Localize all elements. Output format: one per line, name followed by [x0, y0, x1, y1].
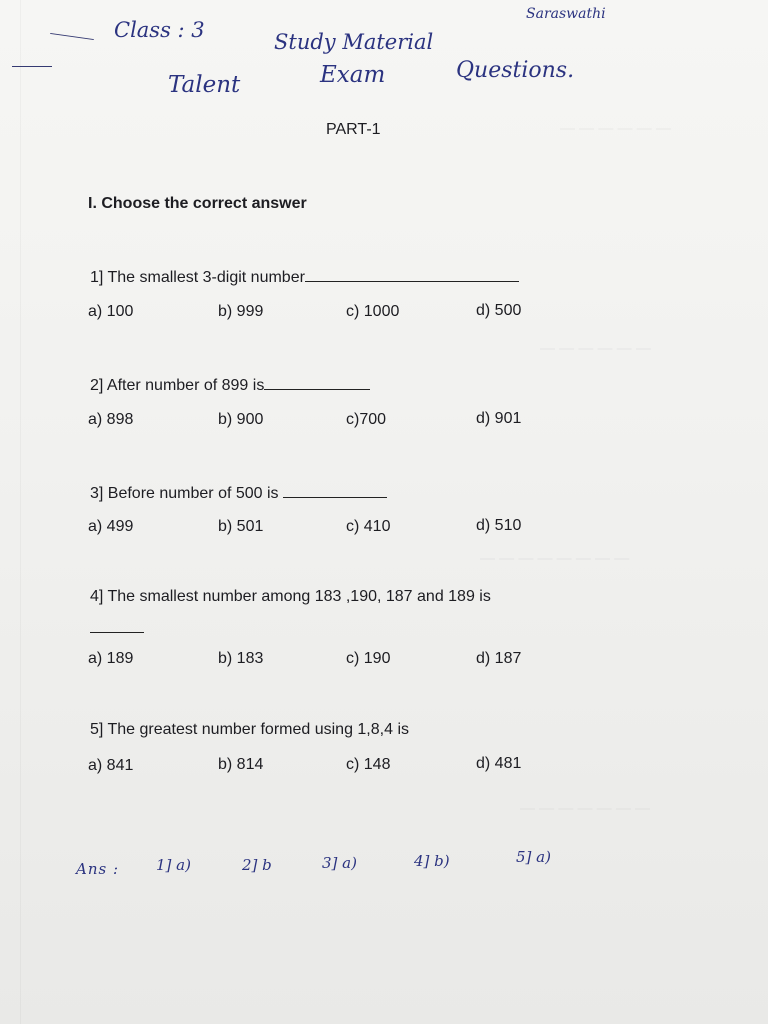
- option-a: a) 100: [88, 303, 134, 320]
- pen-stroke: [12, 66, 52, 67]
- answer-blank: [305, 267, 519, 282]
- option-c: c) 190: [346, 650, 391, 667]
- page-fold-shadow: [20, 0, 21, 1024]
- question-4: [90, 588, 491, 606]
- bleed-through: — — — — — —: [560, 120, 671, 137]
- answers-label: Ans :: [76, 860, 120, 878]
- answer-5: 5] a): [516, 848, 551, 866]
- answer-1: 1] a): [156, 856, 191, 874]
- answer-blank: [283, 483, 387, 498]
- title-exam: Exam: [320, 62, 386, 88]
- question-4-blank-line: [90, 618, 144, 638]
- option-d: d) 481: [476, 755, 522, 772]
- question-text: 4] The smallest number among 183 ,190, 187 and 189 is: [90, 588, 491, 605]
- question-text: 1] The smallest 3-digit number: [90, 269, 305, 286]
- part-label: PART-1: [326, 121, 381, 138]
- title-study-material: Study Material: [274, 30, 434, 54]
- answer-blank: [90, 618, 144, 633]
- option-b: b) 999: [218, 303, 264, 320]
- question-2: [90, 375, 370, 395]
- section-title: I. Choose the correct answer: [88, 195, 307, 212]
- question-5: [90, 721, 409, 739]
- answer-3: 3] a): [322, 854, 357, 872]
- bleed-through: — — — — — — — —: [480, 550, 630, 567]
- title-talent: Talent: [168, 72, 241, 98]
- question-text: 3] Before number of 500 is: [90, 485, 279, 502]
- title-questions: Questions.: [456, 58, 575, 83]
- option-b: b) 814: [218, 756, 264, 773]
- option-c: c) 1000: [346, 303, 400, 320]
- question-3: [90, 483, 387, 503]
- option-b: b) 183: [218, 650, 264, 667]
- question-1: [90, 267, 519, 287]
- question-text: 2] After number of 899 is: [90, 377, 265, 394]
- option-a: a) 898: [88, 411, 134, 428]
- option-d: d) 187: [476, 650, 522, 667]
- option-d: d) 500: [476, 302, 522, 319]
- option-b: b) 501: [218, 518, 264, 535]
- option-b: b) 900: [218, 411, 264, 428]
- answer-4: 4] b): [414, 852, 450, 870]
- class-label: Class : 3: [114, 18, 205, 42]
- option-c: c) 410: [346, 518, 391, 535]
- signature: Saraswathi: [526, 6, 606, 22]
- option-d: d) 901: [476, 410, 522, 427]
- option-c: c) 148: [346, 756, 391, 773]
- bleed-through: — — — — — —: [540, 340, 651, 357]
- option-a: a) 499: [88, 518, 134, 535]
- bleed-through: — — — — — — —: [520, 800, 651, 817]
- pen-stroke: [50, 33, 94, 40]
- question-text: 5] The greatest number formed using 1,8,4 is: [90, 721, 409, 738]
- option-a: a) 841: [88, 757, 134, 774]
- answer-blank: [264, 375, 370, 390]
- option-a: a) 189: [88, 650, 134, 667]
- option-d: d) 510: [476, 517, 522, 534]
- option-c: c)700: [346, 411, 387, 428]
- answer-2: 2] b: [242, 856, 272, 874]
